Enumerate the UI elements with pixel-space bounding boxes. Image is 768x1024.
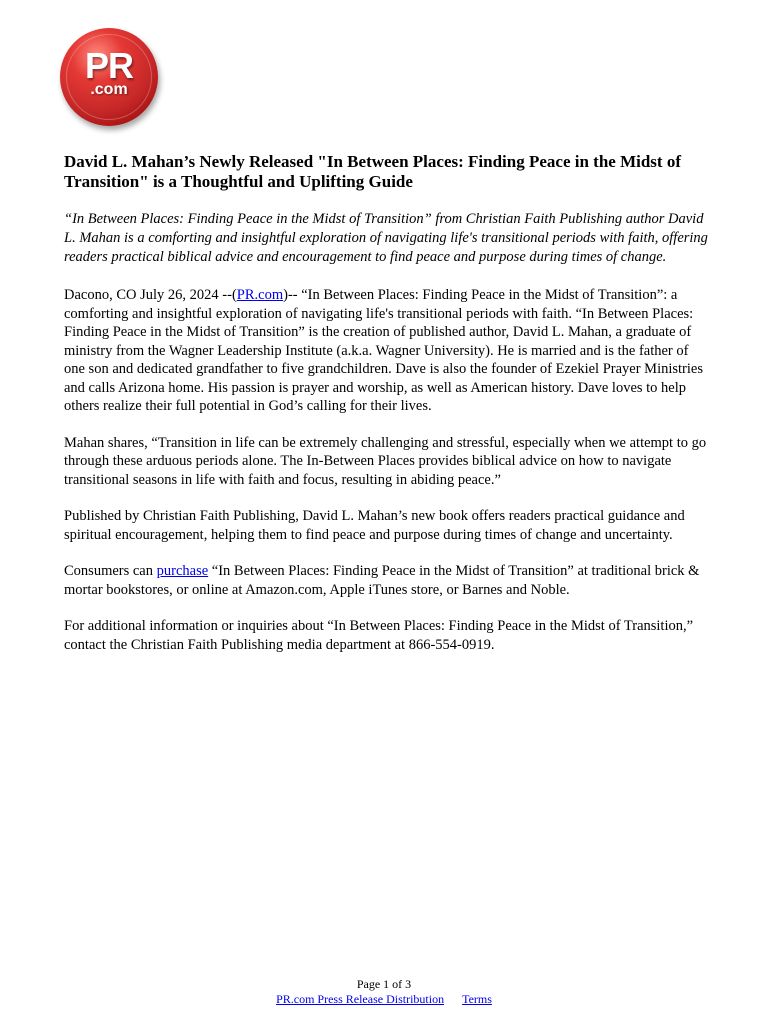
paragraph-1-rest: )-- “In Between Places: Finding Peace in the Midst of Transition”: a comforting and insightful exploration of navigating life's transitional periods with faith. “In Between Places: Finding Peace in the Midst of Transition” is the creation of published author, David L. Mahan, a graduate of ministry from the Wagner Leadership Institute (a.k.a. Wagner University). He is married and is the father of one son and dedicated grandfather to five grandchildren. Dave is also the founder of Ezekiel Prayer Ministries and calls Arizona home. His passion is prayer and worship, as well as American history. Dave loves to help others realize their full potential in God’s calling for their lives. [64,287,703,414]
logo-text-sub: .com [90,81,128,98]
body-paragraph-3: Published by Christian Faith Publishing, David L. Mahan’s new book offers readers practical guidance and spiritual encouragement, helping them to find peace and purpose during times of change and uncertainty. [64,508,685,543]
logo-text-main: PR [84,45,133,86]
pr-com-link[interactable]: PR.com [236,287,284,303]
footer-links [0,992,768,1007]
page-number: Page 1 of 3 [356,977,412,991]
summary: “In Between Places: Finding Peace in the Midst of Transition” from Christian Faith Publishing author David L. Mahan is a comforting and insightful exploration of navigating life's transitional periods with faith, offering readers practical biblical advice and encouragement to find peace and purpose during times of change. [64,211,708,265]
pr-com-logo [60,28,158,126]
paragraph-4-lead: Consumers can [64,563,157,579]
distribution-link[interactable]: PR.com Press Release Distribution [276,992,445,1006]
press-release-content [64,152,712,654]
purchase-link[interactable]: purchase [156,563,209,579]
page-footer [0,977,768,1007]
headline: David L. Mahan’s Newly Released "In Between Places: Finding Peace in the Midst of Transition" is a Thoughtful and Uplifting Guide [64,152,681,191]
body-paragraph-2: Mahan shares, “Transition in life can be extremely challenging and stressful, especially when we attempt to go through these arduous periods alone. The In-Between Places provides biblical advice on how to navigate transitional seasons in life with faith and focus, resulting in abiding peace.” [64,434,707,488]
paragraph-4-rest: “In Between Places: Finding Peace in the Midst of Transition” at traditional brick & mortar bookstores, or online at Amazon.com, Apple iTunes store, or Barnes and Noble. [64,563,700,598]
paragraph-1-lead: Dacono, CO July 26, 2024 --( [64,287,237,303]
body-paragraph-4 [64,562,712,599]
body-paragraph-5: For additional information or inquiries about “In Between Places: Finding Peace in the Midst of Transition,” contact the Christian Faith Publishing media department at 866-554-0919. [64,618,694,653]
body-paragraph-1 [64,286,712,416]
terms-link[interactable]: Terms [462,992,492,1006]
